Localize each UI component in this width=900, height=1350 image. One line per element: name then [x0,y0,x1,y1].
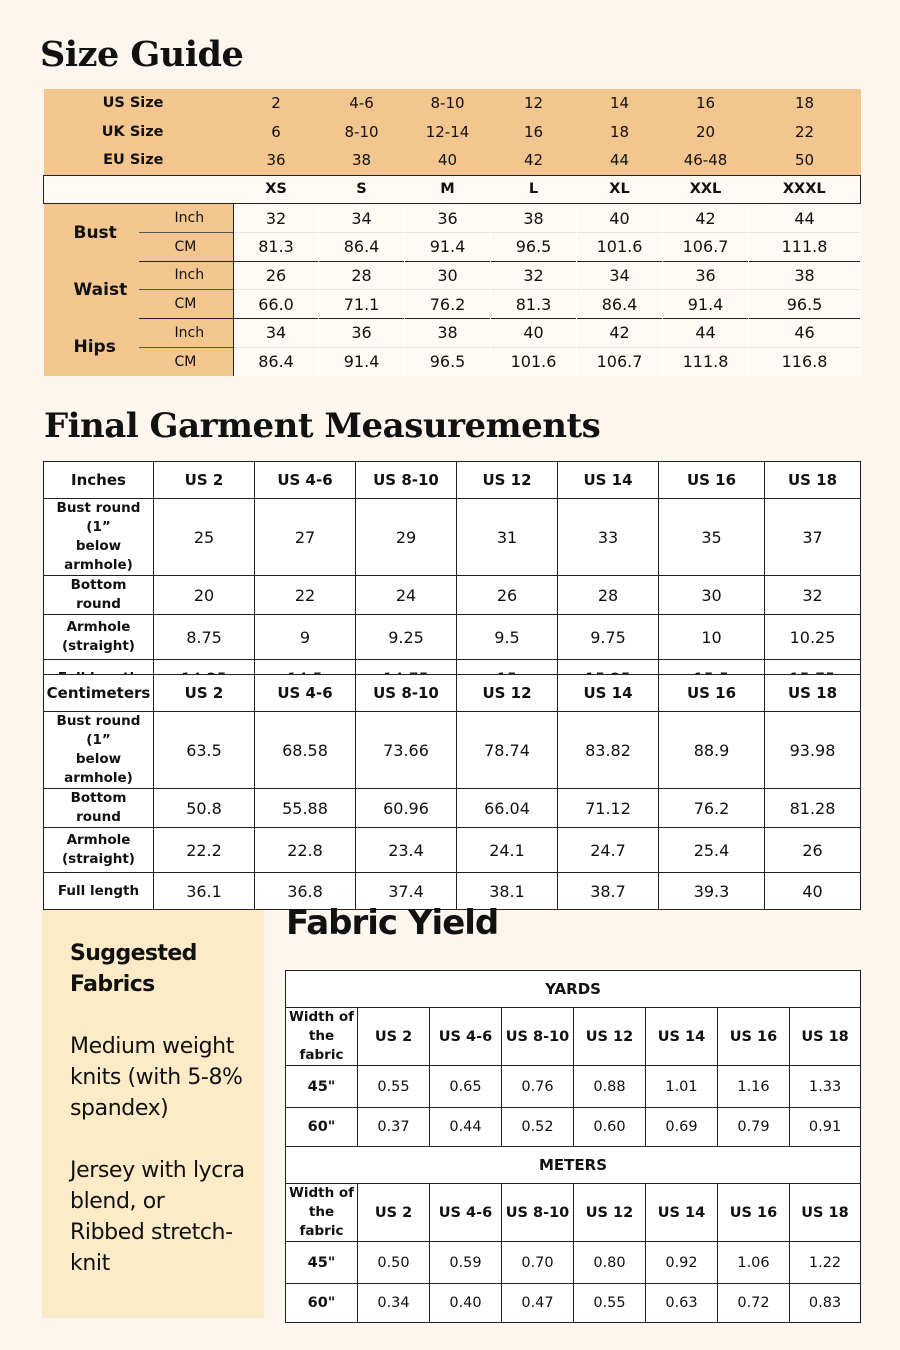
garment-row-label [44,712,154,789]
yield-size-header: US 2 [358,1184,430,1242]
garment-value: 36.8 [255,873,356,910]
garment-size-header: US 14 [558,462,659,499]
measure-value: 34 [234,319,319,348]
measure-group-label: Bust [44,204,139,261]
measure-row-inch [44,261,861,290]
measure-row-cm [44,290,861,319]
yield-value: 0.80 [574,1242,646,1284]
garment-row-label-line: (straight) [62,638,135,654]
garment-centimeters-table [43,674,861,910]
yield-size-header: US 4-6 [430,1184,502,1242]
garment-row-label-line: Full length [57,882,140,899]
yield-value: 0.60 [574,1108,646,1147]
measure-value: 38 [749,261,861,290]
uk-size-cell: 8-10 [319,118,405,147]
garment-value: 38.7 [558,873,659,910]
yield-value: 0.59 [430,1242,502,1284]
suggested-fabrics-panel [42,910,264,1318]
garment-size-header: US 8-10 [356,462,457,499]
garment-size-header: US 18 [765,462,861,499]
measure-group-label: Waist [44,261,139,318]
eu-size-cell: 46-48 [663,146,749,175]
uk-size-cell: 22 [749,118,861,147]
garment-value: 27 [255,499,356,576]
garment-row [44,576,861,615]
measure-value: 26 [234,261,319,290]
width-label-line: the fabric [299,1028,344,1063]
unit-label-cm: CM [139,347,234,376]
garment-value: 29 [356,499,457,576]
unit-label-inch: Inch [139,261,234,290]
garment-value: 25.4 [659,828,765,873]
garment-row-label-line: Armhole [66,832,131,848]
garment-row [44,789,861,828]
measure-value: 101.6 [577,232,663,261]
measure-group-label: Hips [44,319,139,376]
measure-value: 42 [663,204,749,233]
size-guide-title: Size Guide [40,34,244,75]
garment-value: 26 [457,576,558,615]
garment-row [44,499,861,576]
garment-inches-table [43,461,861,697]
garment-value: 24 [356,576,457,615]
yield-width-cell: 60" [286,1108,358,1147]
garment-row-label-line: Bottom round [70,790,127,825]
us-size-row [44,89,861,118]
garment-value: 9.25 [356,615,457,660]
garment-value: 68.58 [255,712,356,789]
yield-size-header: US 4-6 [430,1008,502,1066]
yield-caption: METERS [286,1147,861,1184]
garment-row-label-line: (straight) [62,851,135,867]
garment-row [44,615,861,660]
garment-value: 93.98 [765,712,861,789]
yield-size-header: US 14 [646,1184,718,1242]
measure-value: 32 [234,204,319,233]
garment-value: 66.04 [457,789,558,828]
yield-value: 1.01 [646,1066,718,1108]
measure-value: 101.6 [491,347,577,376]
garment-value: 8.75 [154,615,255,660]
yield-value: 0.65 [430,1066,502,1108]
fabric-line: Ribbed stretch- [70,1220,233,1245]
yield-value: 1.33 [790,1066,861,1108]
final-garment-title: Final Garment Measurements [44,406,601,446]
garment-value: 9 [255,615,356,660]
letter-size-cell: M [405,175,491,204]
garment-value: 10 [659,615,765,660]
measure-value: 38 [405,319,491,348]
us-size-cell: 14 [577,89,663,118]
fabric-line: knit [70,1251,110,1276]
us-size-cell: 18 [749,89,861,118]
yield-value: 1.06 [718,1242,790,1284]
yield-row [286,1242,861,1284]
measure-value: 44 [749,204,861,233]
measure-value: 86.4 [577,290,663,319]
garment-value: 9.75 [558,615,659,660]
unit-label-inch: Inch [139,204,234,233]
width-label-line: Width of [288,1009,355,1025]
garment-value: 22 [255,576,356,615]
garment-value: 31 [457,499,558,576]
width-of-fabric-label [286,1008,358,1066]
garment-value: 60.96 [356,789,457,828]
yield-value: 0.91 [790,1108,861,1147]
measure-value: 40 [577,204,663,233]
eu-size-row [44,146,861,175]
measure-value: 81.3 [491,290,577,319]
yield-value: 0.55 [574,1284,646,1323]
letter-size-cell: L [491,175,577,204]
garment-value: 26 [765,828,861,873]
garment-value: 35 [659,499,765,576]
measure-value: 36 [405,204,491,233]
measure-value: 40 [491,319,577,348]
eu-size-cell: 50 [749,146,861,175]
garment-row [44,828,861,873]
measure-value: 96.5 [405,347,491,376]
eu-size-cell: 44 [577,146,663,175]
eu-size-label: EU Size [44,146,234,175]
measure-value: 36 [319,319,405,348]
suggested-fabrics-title [70,938,264,1000]
garment-row-label-line: Armhole [66,619,131,635]
garment-size-header: US 2 [154,675,255,712]
measure-row-inch [44,204,861,233]
garment-value: 22.8 [255,828,356,873]
garment-value: 76.2 [659,789,765,828]
yield-size-header: US 14 [646,1008,718,1066]
measure-value: 32 [491,261,577,290]
garment-value: 73.66 [356,712,457,789]
fabric-line: Jersey with lycra [70,1158,245,1183]
unit-label-inch: Inch [139,319,234,348]
yield-width-cell: 60" [286,1284,358,1323]
eu-size-cell: 40 [405,146,491,175]
garment-size-header: US 16 [659,675,765,712]
unit-label-cm: CM [139,232,234,261]
garment-row [44,712,861,789]
fabric-suggestion-1 [70,1031,264,1124]
uk-size-label: UK Size [44,118,234,147]
garment-row-label-line: Bust round (1” [56,713,141,748]
uk-size-cell: 16 [491,118,577,147]
garment-value: 39.3 [659,873,765,910]
letter-size-cell: XXL [663,175,749,204]
measure-value: 96.5 [491,232,577,261]
yield-value: 0.63 [646,1284,718,1323]
garment-row-label-line: below armhole) [64,538,133,573]
garment-row-label-line: Bottom round [70,577,127,612]
measure-row-cm [44,347,861,376]
yield-size-header: US 2 [358,1008,430,1066]
measure-value: 91.4 [405,232,491,261]
yield-value: 0.34 [358,1284,430,1323]
yield-width-cell: 45" [286,1242,358,1284]
measure-value: 36 [663,261,749,290]
garment-row-label [44,873,154,910]
measure-value: 30 [405,261,491,290]
yield-size-header: US 8-10 [502,1184,574,1242]
garment-value: 33 [558,499,659,576]
garment-size-header: US 8-10 [356,675,457,712]
fabric-line: blend, or [70,1189,165,1214]
yield-size-header: US 16 [718,1008,790,1066]
letter-size-cell: XXXL [749,175,861,204]
garment-size-header: US 4-6 [255,462,356,499]
letter-size-cell: S [319,175,405,204]
yield-value: 0.70 [502,1242,574,1284]
garment-value: 88.9 [659,712,765,789]
garment-value: 20 [154,576,255,615]
garment-value: 28 [558,576,659,615]
garment-size-header: US 12 [457,462,558,499]
garment-row-label [44,499,154,576]
yield-value: 0.72 [718,1284,790,1323]
garment-value: 23.4 [356,828,457,873]
uk-size-cell: 6 [234,118,319,147]
us-size-cell: 4-6 [319,89,405,118]
measure-value: 34 [577,261,663,290]
measure-value: 76.2 [405,290,491,319]
yield-size-header: US 12 [574,1008,646,1066]
measure-value: 46 [749,319,861,348]
fabric-yield-meters-table [285,1146,861,1323]
yield-row [286,1108,861,1147]
garment-value: 9.5 [457,615,558,660]
fabric-line: knits (with 5-8% [70,1065,243,1090]
garment-row-label-line: Bust round (1” [56,500,141,535]
yield-value: 0.88 [574,1066,646,1108]
measure-value: 34 [319,204,405,233]
yield-row [286,1066,861,1108]
garment-row-label-line: below armhole) [64,751,133,786]
uk-size-cell: 20 [663,118,749,147]
yield-size-header: US 8-10 [502,1008,574,1066]
garment-value: 78.74 [457,712,558,789]
yield-size-header: US 16 [718,1184,790,1242]
fabrics-title-line: Fabrics [70,972,155,997]
yield-value: 1.22 [790,1242,861,1284]
garment-value: 40 [765,873,861,910]
us-size-cell: 2 [234,89,319,118]
fabric-line: spandex) [70,1096,169,1121]
measure-value: 38 [491,204,577,233]
width-of-fabric-label [286,1184,358,1242]
garment-value: 81.28 [765,789,861,828]
yield-caption: YARDS [286,971,861,1008]
garment-header-row [44,675,861,712]
garment-size-header: US 2 [154,462,255,499]
measure-value: 91.4 [319,347,405,376]
measure-value: 44 [663,319,749,348]
garment-value: 32 [765,576,861,615]
eu-size-cell: 36 [234,146,319,175]
yield-value: 1.16 [718,1066,790,1108]
yield-header-row [286,1008,861,1066]
measure-value: 91.4 [663,290,749,319]
fabric-yield-title: Fabric Yield [286,903,499,943]
yield-value: 0.55 [358,1066,430,1108]
eu-size-cell: 38 [319,146,405,175]
yield-value: 0.44 [430,1108,502,1147]
garment-size-header: US 18 [765,675,861,712]
yield-value: 0.76 [502,1066,574,1108]
yield-value: 0.37 [358,1108,430,1147]
measure-value: 66.0 [234,290,319,319]
garment-value: 24.7 [558,828,659,873]
yield-value: 0.47 [502,1284,574,1323]
measure-value: 111.8 [749,232,861,261]
yield-value: 0.50 [358,1242,430,1284]
letter-size-spacer [44,175,234,204]
garment-unit-header: Inches [44,462,154,499]
uk-size-cell: 18 [577,118,663,147]
garment-value: 63.5 [154,712,255,789]
garment-size-header: US 12 [457,675,558,712]
yield-size-header: US 12 [574,1184,646,1242]
us-size-label: US Size [44,89,234,118]
letter-size-row [44,175,861,204]
measure-value: 86.4 [319,232,405,261]
garment-size-header: US 4-6 [255,675,356,712]
measure-value: 116.8 [749,347,861,376]
uk-size-cell: 12-14 [405,118,491,147]
measure-value: 81.3 [234,232,319,261]
garment-row-label [44,828,154,873]
fabric-yield-yards-table [285,970,861,1147]
us-size-cell: 8-10 [405,89,491,118]
garment-value: 24.1 [457,828,558,873]
yield-value: 0.92 [646,1242,718,1284]
measure-value: 111.8 [663,347,749,376]
garment-value: 30 [659,576,765,615]
garment-value: 10.25 [765,615,861,660]
garment-row-label [44,576,154,615]
garment-value: 71.12 [558,789,659,828]
letter-size-cell: XS [234,175,319,204]
letter-size-cell: XL [577,175,663,204]
measure-value: 71.1 [319,290,405,319]
garment-value: 50.8 [154,789,255,828]
fabric-suggestion-2 [70,1155,264,1279]
measure-value: 86.4 [234,347,319,376]
yield-size-header: US 18 [790,1184,861,1242]
garment-value: 37 [765,499,861,576]
yield-width-cell: 45" [286,1066,358,1108]
width-label-line: the fabric [299,1204,344,1239]
yield-value: 0.83 [790,1284,861,1323]
measure-value: 96.5 [749,290,861,319]
garment-value: 22.2 [154,828,255,873]
measure-row-cm [44,232,861,261]
garment-row-label [44,615,154,660]
garment-value: 25 [154,499,255,576]
fabric-line: Medium weight [70,1034,234,1059]
yield-value: 0.40 [430,1284,502,1323]
yield-header-row [286,1184,861,1242]
garment-value: 55.88 [255,789,356,828]
size-guide-table [43,89,861,376]
garment-value: 83.82 [558,712,659,789]
yield-caption-row [286,1147,861,1184]
yield-row [286,1284,861,1323]
measure-value: 28 [319,261,405,290]
unit-label-cm: CM [139,290,234,319]
measure-row-inch [44,319,861,348]
fabrics-title-line: Suggested [70,941,197,966]
garment-size-header: US 16 [659,462,765,499]
garment-value: 37.4 [356,873,457,910]
garment-header-row [44,462,861,499]
yield-value: 0.69 [646,1108,718,1147]
uk-size-row [44,118,861,147]
us-size-cell: 12 [491,89,577,118]
measure-value: 42 [577,319,663,348]
yield-caption-row [286,971,861,1008]
us-size-cell: 16 [663,89,749,118]
yield-value: 0.79 [718,1108,790,1147]
measure-value: 106.7 [577,347,663,376]
garment-row-label [44,789,154,828]
garment-value: 36.1 [154,873,255,910]
yield-size-header: US 18 [790,1008,861,1066]
garment-value: 38.1 [457,873,558,910]
garment-unit-header: Centimeters [44,675,154,712]
measure-value: 106.7 [663,232,749,261]
garment-size-header: US 14 [558,675,659,712]
eu-size-cell: 42 [491,146,577,175]
width-label-line: Width of [288,1185,355,1201]
yield-value: 0.52 [502,1108,574,1147]
